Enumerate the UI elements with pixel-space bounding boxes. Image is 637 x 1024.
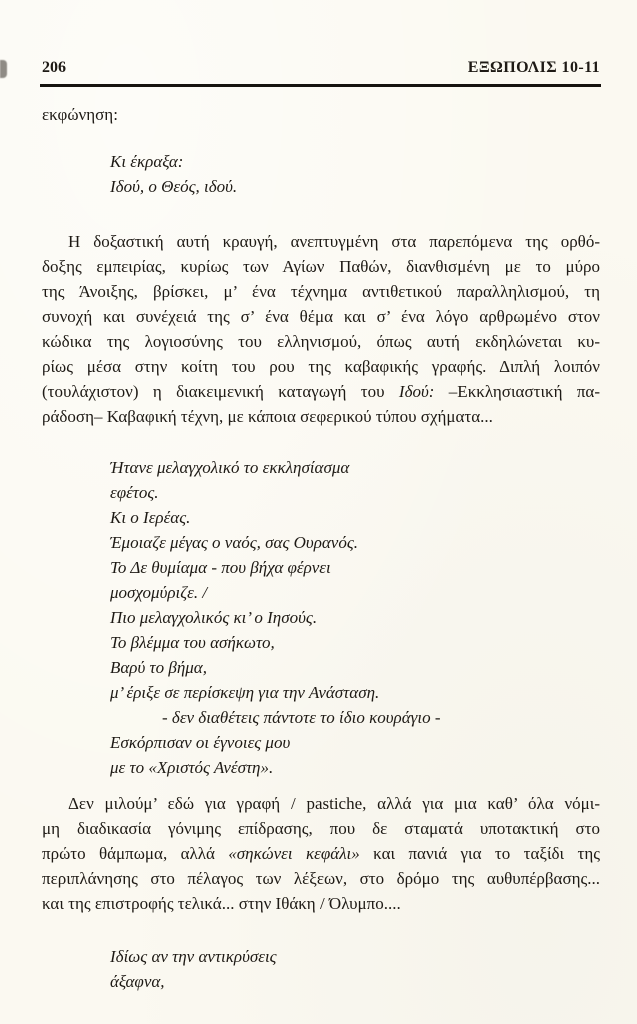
text-line: συνοχή και συνέχειά της σ’ ένα θέμα και σ’ ένα λόγο αρθρωμένο στον bbox=[42, 307, 600, 326]
text-line: Εσκόρπισαν οι έγνοιες μου bbox=[110, 733, 291, 752]
paragraph-2 bbox=[42, 791, 600, 916]
text-line: Πιο μελαγχολικός κι’ ο Ιησούς. bbox=[110, 608, 318, 627]
quote-block-2 bbox=[110, 455, 600, 780]
text-line: Το βλέμμα του ασήκωτο, bbox=[110, 633, 275, 652]
header-rule bbox=[40, 84, 601, 87]
page-number: 206 bbox=[42, 59, 66, 76]
text-line: Ιδού, ο Θεός, ιδού. bbox=[110, 177, 238, 196]
quote-block-1 bbox=[110, 149, 600, 199]
text-line: μη διαδικασία γόνιμης επίδρασης, που δε σταματά υποτακτική στο bbox=[42, 819, 600, 838]
text-line: και της επιστροφής τελικά... στην Ιθάκη / Όλυμπο.... bbox=[42, 894, 401, 913]
text-line: πρώτο θάμπωμα, αλλά «σηκώνει κεφάλι» και πανιά για το ταξίδι της bbox=[42, 844, 600, 863]
text-line: μοσχομύριζε. / bbox=[110, 583, 208, 602]
text-line: Βαρύ το βήμα, bbox=[110, 658, 207, 677]
text-line: Κι έκραξα: bbox=[110, 152, 184, 171]
intro-label: εκφώνηση: bbox=[42, 105, 118, 124]
text-line: (τουλάχιστον) η διακειμενική καταγωγή του Ιδού: –Εκκλησιαστική πα- bbox=[42, 382, 600, 401]
text-line: δοξης εμπειρίας, κυρίως των Αγίων Παθών, διανθισμένη με το μύρο bbox=[42, 257, 600, 276]
page-header bbox=[42, 58, 600, 78]
text-line: άξαφνα, bbox=[110, 972, 165, 991]
journal-title: ΕΞΩΠΟΛΙΣ 10-11 bbox=[467, 59, 600, 76]
text-line: μ’ έριξε σε περίσκεψη για την Ανάσταση. bbox=[110, 683, 380, 702]
quote-block-3 bbox=[110, 944, 600, 994]
text-line: Δεν μιλούμ’ εδώ για γραφή / pastiche, αλλά για μια καθ’ όλα νόμι- bbox=[68, 794, 600, 813]
scan-artifact bbox=[0, 60, 7, 78]
paragraph-1 bbox=[42, 229, 600, 429]
text-line: Η δοξαστική αυτή κραυγή, ανεπτυγμένη στα παρεπόμενα της ορθό- bbox=[68, 232, 600, 251]
text-line: Το Δε θυμίαμα - που βήχα φέρνει bbox=[110, 558, 331, 577]
page-content bbox=[42, 102, 600, 994]
text-line: ράδοση– Καβαφική τέχνη, με κάποια σεφερικού τύπου σχήματα... bbox=[42, 407, 493, 426]
text-line: κώδικα της λογιοσύνης του ελληνισμού, όπως αυτή εκδηλώνεται κυ- bbox=[42, 332, 600, 351]
text-line: - δεν διαθέτεις πάντοτε το ίδιο κουράγιο - bbox=[162, 708, 441, 727]
text-line: περιπλάνησης στο πέλαγος των λέξεων, στο δρόμο της αυθυπέρβασης... bbox=[42, 869, 600, 888]
text-line: ρίως μέσα στην κοίτη του ρου της καβαφικής γραφής. Διπλή λοιπόν bbox=[42, 357, 600, 376]
text-line: Ιδίως αν την αντικρύσεις bbox=[110, 947, 277, 966]
text-line: Κι ο Ιερέας. bbox=[110, 508, 191, 527]
text-line: εφέτος. bbox=[110, 483, 159, 502]
text-line: με το «Χριστός Ανέστη». bbox=[110, 758, 274, 777]
text-line: της Άνοιξης, βρίσκει, μ’ ένα τέχνημα αντιθετικού παραλληλισμού, τη bbox=[42, 282, 600, 301]
text-line: Ήτανε μελαγχολικό το εκκλησίασμα bbox=[110, 458, 350, 477]
text-line: Έμοιαζε μέγας ο ναός, σας Ουρανός. bbox=[110, 533, 358, 552]
